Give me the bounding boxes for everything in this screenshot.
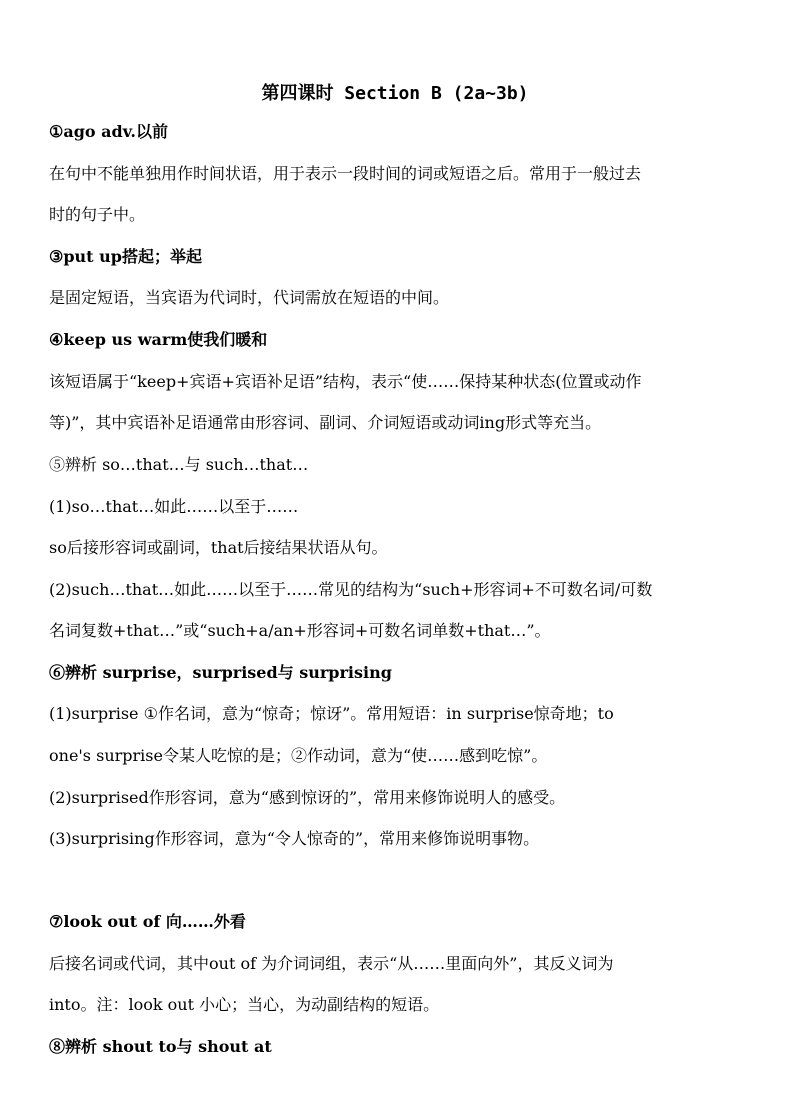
heading-shout-to-at: ⑧辨析 shout to与 shout at <box>49 1037 272 1056</box>
heading-so-that: ⑤辨析 so…that…与 such…that… <box>49 455 309 474</box>
paragraph-line: (2)surprised作形容词，意为“感到惊讶的”，常用来修饰说明人的感受。 <box>49 788 566 807</box>
paragraph-line: (1)so…that…如此……以至于…… <box>49 497 299 516</box>
paragraph-line: (2)such…that…如此……以至于……常见的结构为“such+形容词+不可数名词/可数 <box>49 580 653 599</box>
paragraph-line: one's surprise令某人吃惊的是；②作动词，意为“使……感到吃惊”。 <box>49 746 548 765</box>
heading-ago: ①ago adv.以前 <box>49 122 168 141</box>
paragraph-line: 在句中不能单独用作时间状语，用于表示一段时间的词或短语之后。常用于一般过去 <box>49 164 642 183</box>
paragraph-line: 是固定短语，当宾语为代词时，代词需放在短语的中间。 <box>49 288 450 307</box>
page-title: 第四课时 Section B (2a~3b) <box>261 83 529 104</box>
heading-put-up: ③put up搭起；举起 <box>49 247 202 266</box>
heading-surprise: ⑥辨析 surprise，surprised与 surprising <box>49 663 392 682</box>
paragraph-line: (1)surprise ①作名词，意为“惊奇；惊讶”。常用短语：in surprise惊奇地；to <box>49 704 614 723</box>
paragraph-line: 该短语属于“keep+宾语+宾语补足语”结构，表示“使……保持某种状态(位置或动作 <box>49 372 642 391</box>
paragraph-line: into。注：look out 小心；当心，为动副结构的短语。 <box>49 995 440 1014</box>
heading-look-out-of: ⑦look out of 向……外看 <box>49 912 246 931</box>
heading-keep-us-warm: ④keep us warm使我们暖和 <box>49 330 268 349</box>
paragraph-line: 名词复数+that…”或“such+a/an+形容词+可数名词单数+that…”。 <box>49 621 551 640</box>
paragraph-line: 等)”，其中宾语补足语通常由形容词、副词、介词短语或动词ing形式等充当。 <box>49 413 602 432</box>
paragraph-line: so后接形容词或副词，that后接结果状语从句。 <box>49 538 388 557</box>
paragraph-line: 时的句子中。 <box>49 205 146 224</box>
paragraph-line: 后接名词或代词，其中out of 为介词词组，表示“从……里面向外”，其反义词为 <box>49 954 614 973</box>
paragraph-line: (3)surprising作形容词，意为“令人惊奇的”，常用来修饰说明事物。 <box>49 829 540 848</box>
